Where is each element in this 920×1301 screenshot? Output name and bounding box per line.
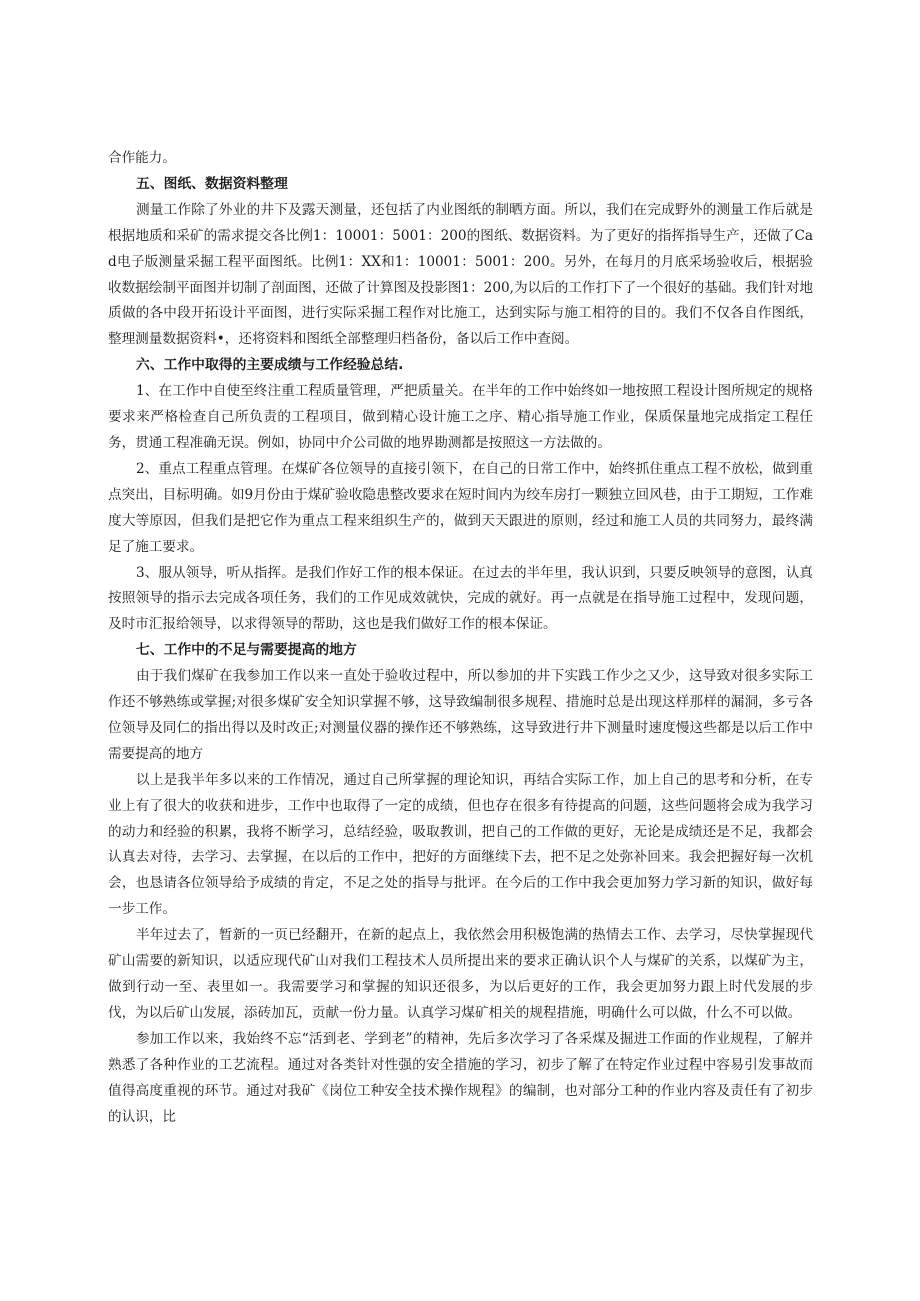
document-body bbox=[108, 146, 813, 1130]
paragraph: 1、在工作中自使至终注重工程质量管理，严把质量关。在半年的工作中始终如一地按照工程设计图所规定的规格要求来严格检查自己所负责的工程项目，做到精心设计施工之序、精心指导施工作业，保质保量地完成指定工程任务，贯通工程准确无误。例如，协同中介公司做的地界勘测都是按照这一方法做的。 bbox=[108, 383, 813, 451]
section-heading-6: 六、工作中取得的主要成绩与工作经验总结. bbox=[136, 357, 404, 374]
paragraph: 3、服从领导，听从指挥。是我们作好工作的根本保证。在过去的半年里，我认识到，只要反映领导的意图，认真按照领导的指示去完成各项任务，我们的工作见成效就快，完成的就好。再一点就是在指导施工过程中，发现问题，及时市汇报给领导，以求得领导的帮助，这也是我们做好工作的根本保证。 bbox=[108, 564, 813, 633]
intro-fragment: 合作能力。 bbox=[108, 150, 176, 166]
paragraph: 半年过去了，暂新的一页已经翻开，在新的起点上，我依然会用积极饱满的热情去工作、去学习，尽快掌握现代矿山需要的新知识，以适应现代矿山对我们工程技术人员所提出来的要求正确认识个人与煤矿的关系，以煤矿为主，做到行动一至、表里如一。我需要学习和掌握的知识还很多，为以后更好的工作，我会更加努力跟上时代发展的步伐，为以后矿山发展，添砖加瓦，贡献一份力量。认真学习煤矿相关的规程措施，明确什么可以做，什么不可以做。 bbox=[108, 927, 813, 1021]
section-heading-5: 五、图纸、数据资料整理 bbox=[136, 175, 288, 192]
paragraph: 测量工作除了外业的井下及露天测量，还包括了内业图纸的制晒方面。所以，我们在完成野外的测量工作后就是根据地质和采矿的需求提交各比例1：10001：5001：200的图纸、数据资料。为了更好的指挥指导生产，还做了Cad电子版测量采掘工程平面图纸。比例1：XX和1：10001：5001：200。另外，在每月的月底采场验收后，根据验收数据绘制平面图并切制了剖面图，还做了计算图及投影图1：200,为以后的工作打下了一个很好的基础。我们针对地质做的各中段开拓设计平面图，进行实际采掘工程作对比施工，达到实际与施工相符的目的。我们不仅各自作图纸，整理测量数据资料•，还将资料和图纸全部整理归档备份，备以后工作中查阅。 bbox=[108, 201, 814, 348]
paragraph: 参加工作以来，我始终不忘“活到老、学到老”的精神，先后多次学习了各采煤及掘进工作面的作业规程，了解并熟悉了各种作业的工艺流程。通过对各类针对性强的安全措施的学习，初步了解了在特定作业过程中容易引发事故而值得高度重视的环节。通过对我矿《岗位工种安全技术操作规程》的编制，也对部分工种的作业内容及责任有了初步的认识，比 bbox=[108, 1030, 813, 1125]
section-heading-7: 七、工作中的不足与需要提高的地方 bbox=[136, 642, 357, 659]
paragraph: 以上是我半年多以来的工作情况，通过自己所掌握的理论知识，再结合实际工作，加上自己的思考和分析，在专业上有了很大的收获和进步，工作中也取得了一定的成绩，但也存在很多有待提高的问题，这些问题将会成为我学习的动力和经验的积累，我将不断学习，总结经验，吸取教训，把自己的工作做的更好，无论是成绩还是不足，我都会认真去对待，去学习、去掌握，在以后的工作中，把好的方面继续下去，把不足之处弥补回来。我会把握好每一次机会，也恳请各位领导给予成绩的肯定，不足之处的指导与批评。在今后的工作中我会更加努力学习新的知识，做好每一步工作。 bbox=[108, 771, 813, 918]
paragraph: 2、重点工程重点管理。在煤矿各位领导的直接引领下，在自己的日常工作中，始终抓住重点工程不放松，做到重点突出，目标明确。如9月份由于煤矿验收隐患整改要求在短时间内为绞车房打一颗独立回风巷，由于工期短，工作难度大等原因，但我们是把它作为重点工程来组织生产的，做到天天跟进的原则，经过和施工人员的共同努力，最终满足了施工要求。 bbox=[108, 460, 813, 555]
paragraph: 由于我们煤矿在我参加工作以来一直处于验收过程中，所以参加的井下实践工作少之又少，这导致对很多实际工作还不够熟练或掌握;对很多煤矿安全知识掌握不够，这导致编制很多规程、措施时总是出现这样那样的漏洞，多亏各位领导及同仁的指出得以及时改正;对测量仪器的操作还不够熟练，这导致进行井下测量时速度慢这些都是以后工作中需要提高的地方 bbox=[108, 668, 813, 762]
